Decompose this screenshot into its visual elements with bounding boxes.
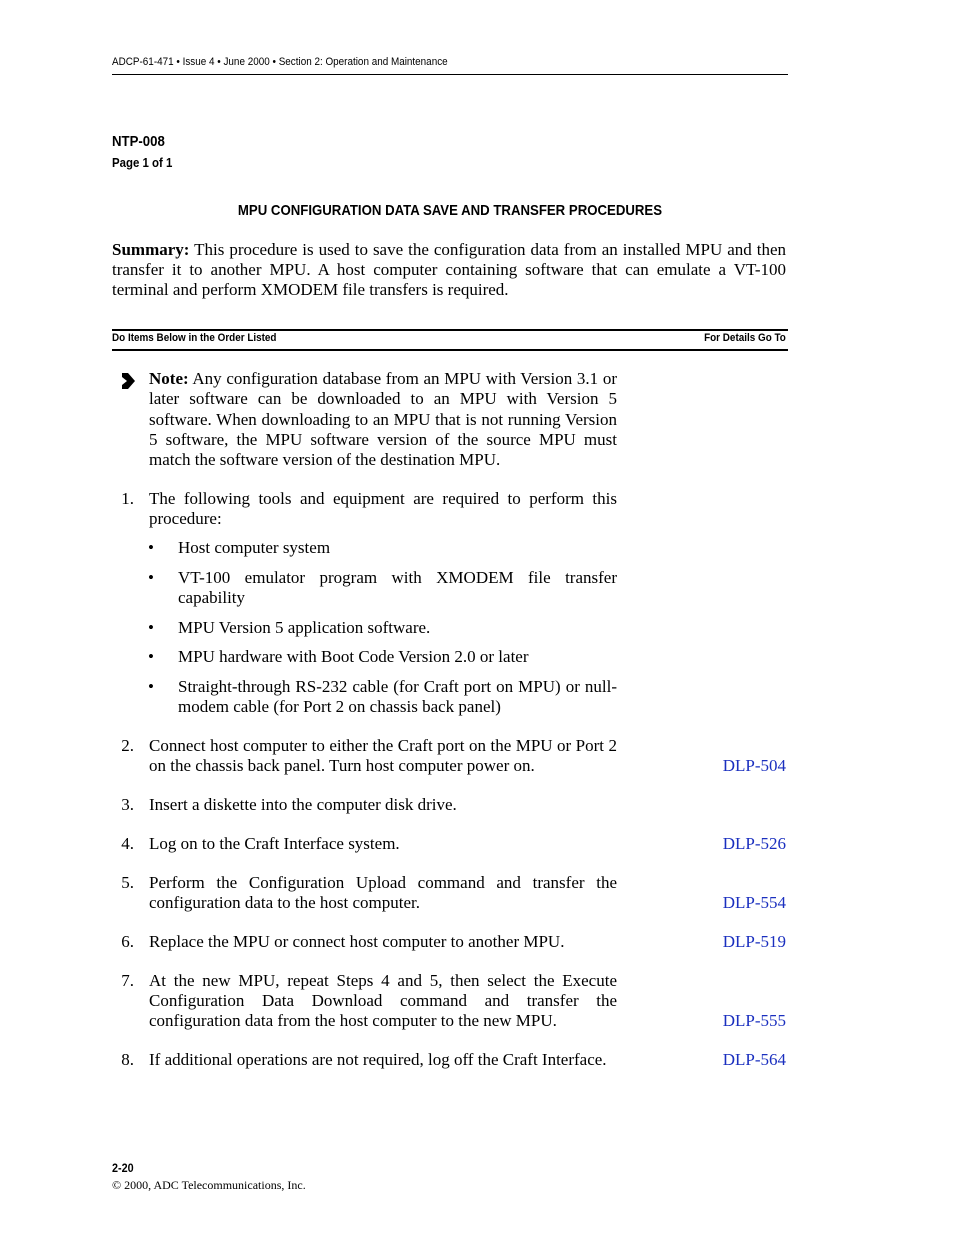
bullet-item: Straight-through RS-232 cable (for Craft port on MPU) or null-modem cable (for Port 2 on chassis back panel) (178, 677, 617, 716)
bullet-marker: • (148, 618, 154, 637)
step-number: 6. (121, 932, 134, 951)
summary-text: This procedure is used to save the configuration data from an installed MPU and then transfer it to another MPU. A host computer containing software that can emulate a VT-100 terminal and perform XMODEM file transfers is required. (112, 240, 786, 299)
summary-paragraph (112, 240, 786, 300)
dlp-519-link[interactable]: DLP-519 (722, 932, 786, 951)
dlp-555-link[interactable]: DLP-555 (722, 1011, 786, 1030)
summary-label: Summary: (112, 240, 190, 259)
note-text: Any configuration database from an MPU with Version 3.1 or later software can be downloaded to an MPU with Version 5 software. When downloading to an MPU that is not running Version 5 software, the MPU software version of the source MPU must match the software version of the destination MPU. (149, 369, 617, 470)
step-number: 3. (121, 795, 134, 814)
bullet-item: VT-100 emulator program with XMODEM file transfer capability (178, 568, 617, 607)
step-text: Insert a diskette into the computer disk drive. (149, 795, 457, 814)
table-header-right: For Details Go To (704, 332, 786, 344)
procedure-id: NTP-008 (112, 133, 165, 150)
bullet-item: Host computer system (178, 538, 331, 557)
step-text: Log on to the Craft Interface system. (149, 834, 400, 853)
step-text: The following tools and equipment are required to perform this procedure: (149, 489, 617, 528)
note-paragraph (149, 369, 617, 470)
dlp-526-link[interactable]: DLP-526 (722, 834, 786, 853)
bullet-marker: • (148, 677, 154, 696)
bullet-item: MPU hardware with Boot Code Version 2.0 or later (178, 647, 529, 666)
step-text: Perform the Configuration Upload command and transfer the configuration data to the host computer. (149, 873, 617, 912)
page-indicator: Page 1 of 1 (112, 155, 173, 170)
right-pointing-arrow-icon (120, 372, 136, 390)
table-bottom-rule (112, 349, 788, 351)
table-top-rule (112, 329, 788, 331)
dlp-554-link[interactable]: DLP-554 (722, 893, 786, 912)
bullet-marker: • (148, 538, 154, 557)
copyright-notice: © 2000, ADC Telecommunications, Inc. (112, 1178, 306, 1192)
step-number: 4. (121, 834, 134, 853)
step-text: At the new MPU, repeat Steps 4 and 5, then select the Execute Configuration Data Download command and transfer the configuration data from the host computer to the new MPU. (149, 971, 617, 1030)
step-number: 5. (121, 873, 134, 892)
bullet-marker: • (148, 647, 154, 666)
dlp-564-link[interactable]: DLP-564 (722, 1050, 786, 1069)
header-rule (112, 74, 788, 75)
step-number: 8. (121, 1050, 134, 1069)
note-label: Note: (149, 369, 189, 388)
bullet-item: MPU Version 5 application software. (178, 618, 431, 637)
page-title (112, 202, 788, 219)
step-text: Replace the MPU or connect host computer to another MPU. (149, 932, 565, 951)
table-header-left: Do Items Below in the Order Listed (112, 332, 277, 344)
step-number: 1. (121, 489, 134, 508)
step-number: 2. (121, 736, 134, 755)
step-text: If additional operations are not required, log off the Craft Interface. (149, 1050, 607, 1069)
page-title-text: MPU CONFIGURATION DATA SAVE AND TRANSFER PROCEDURES (237, 202, 663, 219)
page-number: 2-20 (112, 1161, 134, 1175)
step-text: Connect host computer to either the Craft port on the MPU or Port 2 on the chassis back panel. Turn host computer power on. (149, 736, 617, 775)
step-number: 7. (121, 971, 134, 990)
running-header: ADCP-61-471 • Issue 4 • June 2000 • Section 2: Operation and Maintenance (112, 56, 448, 68)
bullet-marker: • (148, 568, 154, 587)
dlp-504-link[interactable]: DLP-504 (722, 756, 786, 775)
